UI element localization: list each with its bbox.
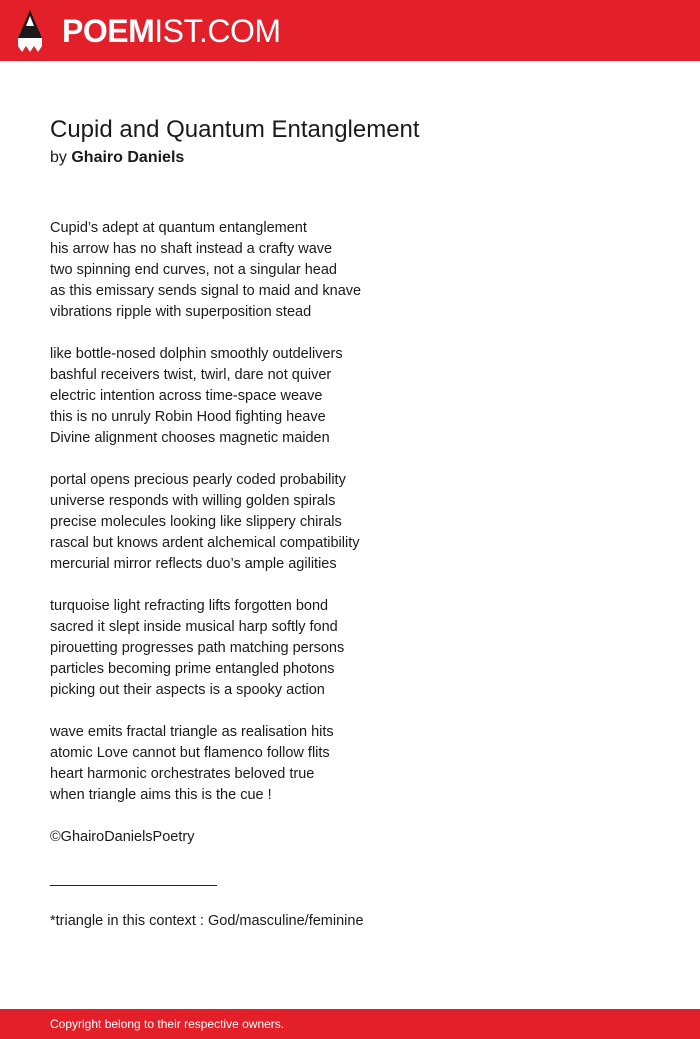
pencil-icon[interactable] xyxy=(18,10,42,52)
poem-line: wave emits fractal triangle as realisation hits xyxy=(50,724,334,740)
by-label: by xyxy=(50,149,67,166)
poem-line: particles becoming prime entangled photons xyxy=(50,661,335,677)
poem-line: pirouetting progresses path matching persons xyxy=(50,640,345,656)
poem-footnote: *triangle in this context : God/masculine/feminine xyxy=(50,913,364,929)
poem-title: Cupid and Quantum Entanglement xyxy=(50,116,420,143)
poem-author: Ghairo Daniels xyxy=(71,149,185,166)
stanza xyxy=(50,344,650,449)
poem-line: bashful receivers twist, twirl, dare not quiver xyxy=(50,367,332,383)
logo-bold-text: POEM xyxy=(62,13,155,49)
poem-byline xyxy=(50,149,184,167)
site-logo[interactable] xyxy=(62,10,281,52)
poem-line: like bottle-nosed dolphin smoothly outdelivers xyxy=(50,346,343,362)
poem-line: as this emissary sends signal to maid and knave xyxy=(50,283,362,299)
poem-line: this is no unruly Robin Hood fighting heave xyxy=(50,409,326,425)
poem-line: electric intention across time-space weave xyxy=(50,388,323,404)
poem-line: Cupid’s adept at quantum entanglement xyxy=(50,220,307,236)
poem-line: atomic Love cannot but flamenco follow flits xyxy=(50,745,330,761)
poem-line: universe responds with willing golden spirals xyxy=(50,493,336,509)
stanza xyxy=(50,596,650,701)
poem-line: precise molecules looking like slippery chirals xyxy=(50,514,342,530)
separator-line: ______________________ xyxy=(50,871,217,887)
poem-line: heart harmonic orchestrates beloved true xyxy=(50,766,315,782)
poem-line: when triangle aims this is the cue ! xyxy=(50,787,272,803)
site-header xyxy=(0,0,700,61)
copyright-text: Copyright belong to their respective owners. xyxy=(50,1017,285,1031)
stanza xyxy=(50,722,650,806)
poem-line: mercurial mirror reflects duo’s ample agilities xyxy=(50,556,337,572)
poem-line: turquoise light refracting lifts forgotten bond xyxy=(50,598,329,614)
stanza xyxy=(50,470,650,575)
poem-line: picking out their aspects is a spooky action xyxy=(50,682,325,698)
poem-signature: ©GhairoDanielsPoetry xyxy=(50,829,195,845)
poem-line: Divine alignment chooses magnetic maiden xyxy=(50,430,330,446)
logo-light-text: IST.COM xyxy=(154,13,281,49)
poem-line: vibrations ripple with superposition stead xyxy=(50,304,312,320)
poem-line: rascal but knows ardent alchemical compatibility xyxy=(50,535,360,551)
site-footer xyxy=(0,1009,700,1039)
poem-line: his arrow has no shaft instead a crafty wave xyxy=(50,241,333,257)
stanza xyxy=(50,218,650,323)
poem-body xyxy=(50,218,650,932)
poem-line: two spinning end curves, not a singular head xyxy=(50,262,337,278)
poem-line: portal opens precious pearly coded probability xyxy=(50,472,346,488)
poem-line: sacred it slept inside musical harp softly fond xyxy=(50,619,338,635)
